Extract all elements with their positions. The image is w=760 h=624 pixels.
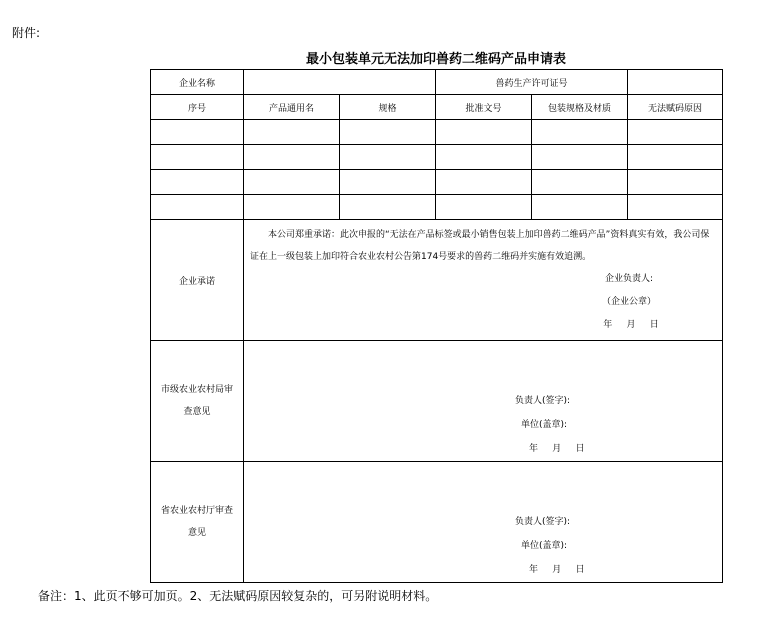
table-cell[interactable]	[436, 170, 532, 195]
table-cell[interactable]	[628, 195, 723, 220]
city-review-content[interactable]	[244, 341, 723, 462]
table-cell[interactable]	[436, 145, 532, 170]
header-row	[151, 95, 723, 120]
province-review-label	[151, 462, 244, 583]
pledge-date[interactable]: 年 月 日	[603, 320, 659, 330]
province-unit-label[interactable]: 单位(盖章):	[521, 541, 568, 551]
table-cell[interactable]	[628, 145, 723, 170]
pledge-content	[244, 220, 723, 341]
table-cell[interactable]	[436, 195, 532, 220]
license-number-label: 兽药生产许可证号	[436, 70, 628, 95]
city-review-label	[151, 341, 244, 462]
table-row	[151, 195, 723, 220]
table-cell[interactable]	[340, 195, 436, 220]
table-cell[interactable]	[532, 195, 628, 220]
city-review-row	[151, 341, 723, 462]
company-name-label: 企业名称	[151, 70, 244, 95]
form-title: 最小包装单元无法加印兽药二维码产品申请表	[305, 52, 566, 67]
table-cell[interactable]	[532, 145, 628, 170]
table-cell[interactable]	[244, 120, 340, 145]
column-header: 批准文号	[436, 95, 532, 120]
company-info-row	[151, 70, 723, 95]
city-unit-label[interactable]: 单位(盖章):	[521, 420, 568, 430]
city-date[interactable]: 年 月 日	[529, 444, 585, 454]
pledge-seal-label[interactable]: （企业公章）	[602, 297, 657, 307]
table-cell[interactable]	[436, 120, 532, 145]
province-review-label-line2: 意见	[187, 528, 206, 538]
table-row	[151, 145, 723, 170]
table-cell[interactable]	[532, 120, 628, 145]
column-header: 产品通用名	[244, 95, 340, 120]
table-cell[interactable]	[151, 195, 244, 220]
attachment-label: 附件:	[12, 26, 41, 40]
table-cell[interactable]	[244, 170, 340, 195]
province-review-label-line1: 省农业农村厅审查	[160, 506, 233, 516]
footnote: 备注：1、此页不够可加页。2、无法赋码原因较复杂的，可另附说明材料。	[38, 589, 438, 603]
column-header: 包装规格及材质	[532, 95, 628, 120]
city-responsible-label[interactable]: 负责人(签字):	[515, 396, 571, 406]
license-number-field[interactable]	[628, 70, 723, 95]
table-cell[interactable]	[340, 120, 436, 145]
pledge-text: 本公司郑重承诺：此次申报的“无法在产品标签或最小销售包装上加印兽药二维码产品”资料真实有效，我公司保证在上一级包装上加印符合农业农村公告第174号要求的兽药二维码并实施有效追溯。	[250, 230, 710, 262]
table-cell[interactable]	[340, 145, 436, 170]
table-cell[interactable]	[151, 145, 244, 170]
table-cell[interactable]	[244, 195, 340, 220]
pledge-label: 企业承诺	[151, 220, 244, 341]
table-cell[interactable]	[628, 170, 723, 195]
city-review-label-line1: 市级农业农村局审	[160, 385, 233, 395]
application-form-table	[150, 69, 723, 583]
province-responsible-label[interactable]: 负责人(签字):	[515, 517, 571, 527]
table-cell[interactable]	[151, 120, 244, 145]
pledge-row	[151, 220, 723, 341]
province-signature-block	[244, 462, 722, 582]
pledge-signature-block	[244, 268, 722, 337]
city-signature-block	[244, 341, 722, 461]
table-row	[151, 170, 723, 195]
column-header: 规格	[340, 95, 436, 120]
city-review-label-line2: 查意见	[183, 407, 211, 417]
province-date[interactable]: 年 月 日	[529, 565, 585, 575]
table-cell[interactable]	[340, 170, 436, 195]
province-review-row	[151, 462, 723, 583]
pledge-responsible-label[interactable]: 企业负责人:	[604, 274, 654, 284]
province-review-content[interactable]	[244, 462, 723, 583]
table-row	[151, 120, 723, 145]
table-cell[interactable]	[532, 170, 628, 195]
column-header: 序号	[151, 95, 244, 120]
company-name-field[interactable]	[244, 70, 436, 95]
column-header: 无法赋码原因	[628, 95, 723, 120]
table-cell[interactable]	[244, 145, 340, 170]
table-cell[interactable]	[151, 170, 244, 195]
table-cell[interactable]	[628, 120, 723, 145]
